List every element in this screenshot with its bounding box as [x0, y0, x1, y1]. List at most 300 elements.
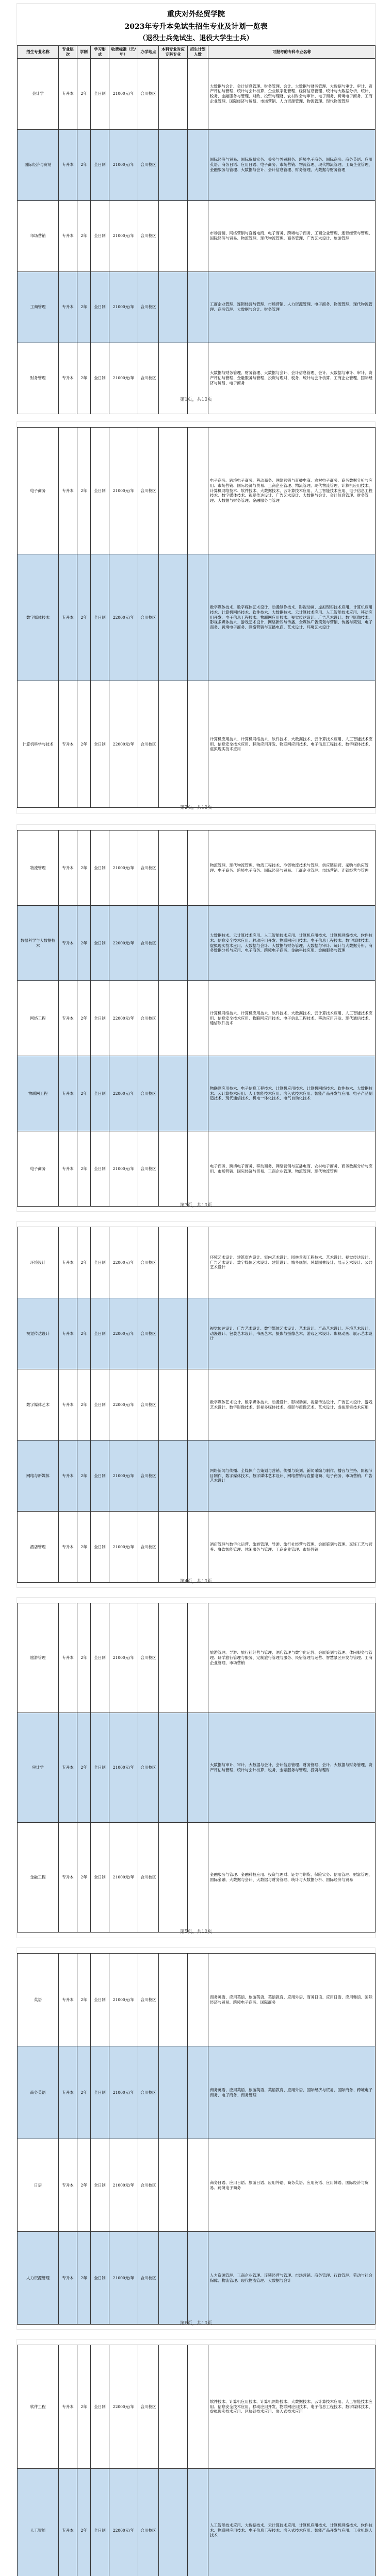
study-mode-cell: 全日制	[91, 1227, 109, 1298]
major-name-cell: 日语	[18, 2139, 59, 2232]
eligible-majors-cell: 环境艺术设计、建筑室内设计、室内艺术设计、园林景观工程技术、艺术设计、视觉传达设计、广告艺术设计、数字媒体艺术设计、建筑设计、城乡规划、风景园林设计、展示艺术设计、公共艺术设计	[208, 1227, 376, 1298]
study-mode-cell: 全日制	[91, 428, 109, 554]
duration-cell: 2年	[77, 58, 91, 129]
eligible-majors-cell: 视觉传达设计、广告艺术设计、数字媒体艺术设计、艺术设计、产品艺术设计、环境艺术设计、动漫设计、包装艺术设计、书画艺术、摄影与摄像艺术、游戏艺术设计、影视动画、展示艺术设计	[208, 1298, 376, 1369]
level-cell: 专升本	[59, 981, 77, 1056]
level-cell: 专升本	[59, 200, 77, 272]
eligible-majors-cell: 商务英语、应用英语、旅游英语、英语教育、应用外语、国际经济与贸易、国际商务、跨境电子商务、电子商务、商务管理	[208, 2046, 376, 2139]
tuition-cell	[159, 428, 188, 554]
duration-cell: 2年	[77, 1369, 91, 1440]
campus-cell: 合川校区	[138, 554, 159, 681]
level-cell: 专升本	[59, 906, 77, 981]
study-mode-cell: 全日制	[91, 906, 109, 981]
fee-cell: 22000元/年	[109, 1056, 138, 1131]
duration-cell: 2年	[77, 2345, 91, 2469]
fee-cell: 21000元/年	[109, 428, 138, 554]
plan-cell	[188, 2046, 208, 2139]
study-mode-cell: 全日制	[91, 1512, 109, 1583]
duration-cell: 2年	[77, 129, 91, 200]
table-header-row	[18, 46, 376, 59]
tuition-cell	[159, 129, 188, 200]
table-row	[18, 2139, 376, 2232]
major-name-cell: 财务管理	[18, 343, 59, 414]
eligible-majors-cell: 软件技术、计算机应用技术、计算机网络技术、大数据技术、云计算技术应用、人工智能技术应用、信息安全技术应用、移动应用开发、物联网应用技术、电子信息工程技术、数字媒体技术、虚拟现实技术应用、区块链技术应用、嵌入式技术应用	[208, 2345, 376, 2469]
campus-cell: 合川校区	[138, 1512, 159, 1583]
major-name-cell: 计算机科学与技术	[18, 681, 59, 808]
study-mode-cell: 全日制	[91, 1823, 109, 1933]
column-header: 可报考的专科专业名称	[208, 46, 376, 59]
eligible-majors-cell: 金融服务与管理、金融科技应用、投资与理财、证券与期货、保险实务、信用管理、财富管理、国际金融、大数据与会计、大数据与财务管理、统计与大数据分析、国际经济与贸易	[208, 1823, 376, 1933]
major-name-cell: 电子商务	[18, 428, 59, 554]
page-number: 第4页，共10页	[180, 1579, 213, 1584]
major-name-cell: 数据科学与大数据技术	[18, 906, 59, 981]
campus-cell: 合川校区	[138, 906, 159, 981]
plan-cell	[188, 58, 208, 129]
page-number: 第1页，共10页	[180, 397, 213, 402]
document-page	[17, 1947, 376, 2330]
tuition-cell	[159, 1603, 188, 1713]
level-cell: 专升本	[59, 1954, 77, 2046]
table-row	[18, 2345, 376, 2469]
study-mode-cell: 全日制	[91, 2232, 109, 2325]
campus-cell: 合川校区	[138, 1440, 159, 1512]
table-row	[18, 272, 376, 343]
table-row	[18, 1954, 376, 2046]
major-name-cell: 网络工程	[18, 981, 59, 1056]
table-row	[18, 1369, 376, 1440]
column-header: 招生专业名称	[18, 46, 59, 59]
study-mode-cell: 全日制	[91, 1131, 109, 1207]
plan-cell	[188, 1056, 208, 1131]
study-mode-cell: 全日制	[91, 2139, 109, 2232]
duration-cell: 2年	[77, 2046, 91, 2139]
eligible-majors-cell: 大数据与会计、会计信息管理、财务管理、会计、大数据与财务管理、大数据与审计、审计、资产评估与管理、统计与会计核算、企业数字化管理、经济信息管理、统计与大数据分析、统计、税务、金融服务与管理、财政、投资与理财、农村财会与审计、电子商务、跨境电子商务、工商企业管理、国际经济与贸易、市场营销、人力资源管理、物流管理、现代物流管理	[208, 58, 376, 129]
plan-cell	[188, 129, 208, 200]
tuition-cell	[159, 681, 188, 808]
table-row	[18, 981, 376, 1056]
plan-cell	[188, 1440, 208, 1512]
major-name-cell: 物联网工程	[18, 1056, 59, 1131]
study-mode-cell: 全日制	[91, 2469, 109, 2576]
tuition-cell	[159, 343, 188, 414]
table-row	[18, 1823, 376, 1933]
tuition-cell	[159, 1298, 188, 1369]
major-name-cell: 软件工程	[18, 2345, 59, 2469]
level-cell: 专升本	[59, 129, 77, 200]
plan-cell	[188, 1131, 208, 1207]
tuition-cell	[159, 554, 188, 681]
eligible-majors-cell: 市场营销、网络营销与直播电商、电子商务、跨境电子商务、工商企业管理、连锁经营与管理、国际经济与贸易、物流管理、现代物流管理、商务管理、广告艺术设计、旅游管理	[208, 200, 376, 272]
level-cell: 专升本	[59, 1227, 77, 1298]
level-cell: 专升本	[59, 1131, 77, 1207]
table-row	[18, 200, 376, 272]
campus-cell: 合川校区	[138, 1227, 159, 1298]
plan-table	[17, 427, 376, 808]
campus-cell: 合川校区	[138, 981, 159, 1056]
plan-cell	[188, 1713, 208, 1823]
major-name-cell: 数字媒体技术	[18, 554, 59, 681]
plan-cell	[188, 1369, 208, 1440]
eligible-majors-cell: 工商企业管理、连锁经营与管理、市场营销、人力资源管理、电子商务、物流管理、现代物流管理、商务管理、大数据与会计、财务管理	[208, 272, 376, 343]
plan-table	[17, 2345, 376, 2576]
table-row	[18, 554, 376, 681]
column-header: 本科专业对应专科专业	[159, 46, 188, 59]
tuition-cell	[159, 2232, 188, 2325]
level-cell: 专升本	[59, 1512, 77, 1583]
tuition-cell	[159, 831, 188, 906]
fee-cell: 22000元/年	[109, 1227, 138, 1298]
level-cell: 专升本	[59, 2345, 77, 2469]
table-subtitle: （退役士兵免试生、退役大学生士兵）	[139, 35, 253, 42]
level-cell: 专升本	[59, 272, 77, 343]
level-cell: 专升本	[59, 1603, 77, 1713]
duration-cell: 2年	[77, 1056, 91, 1131]
duration-cell: 2年	[77, 1227, 91, 1298]
tuition-cell	[159, 1823, 188, 1933]
table-row	[18, 831, 376, 906]
level-cell: 专升本	[59, 681, 77, 808]
plan-cell	[188, 2469, 208, 2576]
table-row	[18, 2046, 376, 2139]
major-name-cell: 电子商务	[18, 1131, 59, 1207]
duration-cell: 2年	[77, 343, 91, 414]
duration-cell: 2年	[77, 2232, 91, 2325]
major-name-cell: 数字媒体艺术	[18, 1369, 59, 1440]
plan-cell	[188, 554, 208, 681]
major-name-cell: 人工智能	[18, 2469, 59, 2576]
level-cell: 专升本	[59, 2046, 77, 2139]
major-name-cell: 国际经济与贸易	[18, 129, 59, 200]
campus-cell: 合川校区	[138, 2345, 159, 2469]
page-number: 第6页，共10页	[180, 2321, 213, 2326]
fee-cell: 21000元/年	[109, 2046, 138, 2139]
table-row	[18, 1713, 376, 1823]
tuition-cell	[159, 1369, 188, 1440]
plan-cell	[188, 200, 208, 272]
fee-cell: 21000元/年	[109, 200, 138, 272]
study-mode-cell: 全日制	[91, 554, 109, 681]
major-name-cell: 商务英语	[18, 2046, 59, 2139]
eligible-majors-cell: 大数据与审计、审计、大数据与会计、会计信息管理、财务管理、会计、大数据与财务管理、资产评估与管理、统计与会计核算、税务、金融服务与管理、投资与理财	[208, 1713, 376, 1823]
study-mode-cell: 全日制	[91, 343, 109, 414]
campus-cell: 合川校区	[138, 200, 159, 272]
level-cell: 专升本	[59, 1369, 77, 1440]
fee-cell: 22000元/年	[109, 681, 138, 808]
campus-cell: 合川校区	[138, 1713, 159, 1823]
tuition-cell	[159, 1227, 188, 1298]
table-row	[18, 1056, 376, 1131]
table-row	[18, 58, 376, 129]
fee-cell: 21000元/年	[109, 2139, 138, 2232]
column-header: 办学地点	[138, 46, 159, 59]
study-mode-cell: 全日制	[91, 1440, 109, 1512]
fee-cell: 21000元/年	[109, 1603, 138, 1713]
study-mode-cell: 全日制	[91, 1954, 109, 2046]
fee-cell: 21000元/年	[109, 1512, 138, 1583]
table-title: 2023年专升本免试生招生专业及计划一览表	[124, 23, 268, 31]
table-row	[18, 1512, 376, 1583]
plan-table	[17, 830, 376, 1207]
fee-cell: 22000元/年	[109, 554, 138, 681]
campus-cell: 合川校区	[138, 1954, 159, 2046]
plan-table	[17, 1603, 376, 1933]
campus-cell: 合川校区	[138, 129, 159, 200]
plan-cell	[188, 831, 208, 906]
campus-cell: 合川校区	[138, 1823, 159, 1933]
plan-cell	[188, 906, 208, 981]
duration-cell: 2年	[77, 200, 91, 272]
study-mode-cell: 全日制	[91, 2046, 109, 2139]
major-name-cell: 物流管理	[18, 831, 59, 906]
study-mode-cell: 全日制	[91, 681, 109, 808]
tuition-cell	[159, 1056, 188, 1131]
fee-cell: 21000元/年	[109, 343, 138, 414]
plan-cell	[188, 1227, 208, 1298]
tuition-cell	[159, 1713, 188, 1823]
page-number: 第2页，共10页	[180, 805, 213, 810]
fee-cell: 22000元/年	[109, 2345, 138, 2469]
plan-table	[17, 45, 376, 414]
study-mode-cell: 全日制	[91, 1369, 109, 1440]
table-row	[18, 1440, 376, 1512]
table-row	[18, 428, 376, 554]
tuition-cell	[159, 906, 188, 981]
plan-cell	[188, 1298, 208, 1369]
duration-cell: 2年	[77, 554, 91, 681]
campus-cell: 合川校区	[138, 2139, 159, 2232]
campus-cell: 合川校区	[138, 1603, 159, 1713]
tuition-cell	[159, 2345, 188, 2469]
eligible-majors-cell: 大数据技术、云计算技术应用、人工智能技术应用、计算机应用技术、计算机网络技术、软件技术、信息安全技术应用、移动应用开发、物联网应用技术、电子信息工程技术、数字媒体技术、虚拟现实技术应用、大数据与会计、大数据与财务管理、大数据与审计、统计与大数据分析、商务数据分析与应用、电子商务、跨境电子商务、金融科技应用、金融服务与管理	[208, 906, 376, 981]
eligible-majors-cell: 电子商务、跨境电子商务、移动商务、网络营销与直播电商、农村电子商务、商务数据分析与应用、市场营销、国际经济与贸易、工商企业管理、物流管理、现代物流管理	[208, 1131, 376, 1207]
study-mode-cell: 全日制	[91, 200, 109, 272]
plan-cell	[188, 981, 208, 1056]
level-cell: 专升本	[59, 1713, 77, 1823]
study-mode-cell: 全日制	[91, 2345, 109, 2469]
plan-cell	[188, 1823, 208, 1933]
campus-cell: 合川校区	[138, 831, 159, 906]
fee-cell: 22000元/年	[109, 1298, 138, 1369]
document-page	[17, 2339, 376, 2576]
page-number: 第3页，共10页	[180, 1203, 213, 1208]
eligible-majors-cell: 物联网应用技术、电子信息工程技术、计算机应用技术、计算机网络技术、软件技术、大数据技术、云计算技术应用、人工智能技术应用、嵌入式技术应用、智能产品开发与应用、电子产品制造技术、现代通信技术、机电一体化技术、电气自动化技术	[208, 1056, 376, 1131]
plan-cell	[188, 272, 208, 343]
eligible-majors-cell: 网络新闻与传播、全媒体广告策划与营销、传播与策划、新闻采编与制作、播音与主持、影视节目制作、数字媒体技术、数字媒体艺术设计、网络营销与直播电商、电子商务、市场营销、广告艺术设计	[208, 1440, 376, 1512]
fee-cell: 21000元/年	[109, 831, 138, 906]
table-row	[18, 681, 376, 808]
fee-cell: 21000元/年	[109, 58, 138, 129]
level-cell: 专升本	[59, 2232, 77, 2325]
table-row	[18, 906, 376, 981]
fee-cell: 21000元/年	[109, 1713, 138, 1823]
study-mode-cell: 全日制	[91, 129, 109, 200]
table-row	[18, 1227, 376, 1298]
level-cell: 专升本	[59, 554, 77, 681]
table-row	[18, 1603, 376, 1713]
duration-cell: 2年	[77, 831, 91, 906]
level-cell: 专升本	[59, 343, 77, 414]
plan-cell	[188, 343, 208, 414]
level-cell: 专升本	[59, 58, 77, 129]
campus-cell: 合川校区	[138, 58, 159, 129]
major-name-cell: 工商管理	[18, 272, 59, 343]
fee-cell: 21000元/年	[109, 1440, 138, 1512]
study-mode-cell: 全日制	[91, 981, 109, 1056]
campus-cell: 合川校区	[138, 2232, 159, 2325]
level-cell: 专升本	[59, 1823, 77, 1933]
plan-table	[17, 1953, 376, 2325]
tuition-cell	[159, 1440, 188, 1512]
campus-cell: 合川校区	[138, 1298, 159, 1369]
study-mode-cell: 全日制	[91, 1298, 109, 1369]
major-name-cell: 网络与新媒体	[18, 1440, 59, 1512]
document-page	[17, 3, 376, 406]
plan-cell	[188, 1512, 208, 1583]
column-header: 学制	[77, 46, 91, 59]
duration-cell: 2年	[77, 2469, 91, 2576]
eligible-majors-cell: 人力资源管理、工商企业管理、连锁经营与管理、市场营销、商务管理、行政管理、劳动与社会保障、物流管理、现代物流管理、大数据与会计	[208, 2232, 376, 2325]
duration-cell: 2年	[77, 1440, 91, 1512]
fee-cell: 22000元/年	[109, 1369, 138, 1440]
eligible-majors-cell: 商务日语、应用日语、旅游日语、应用外语、商务英语、应用英语、应用韩语、国际经济与贸易、跨境电子商务	[208, 2139, 376, 2232]
duration-cell: 2年	[77, 1603, 91, 1713]
duration-cell: 2年	[77, 1954, 91, 2046]
level-cell: 专升本	[59, 1298, 77, 1369]
tuition-cell	[159, 1131, 188, 1207]
duration-cell: 2年	[77, 272, 91, 343]
major-name-cell: 人力资源管理	[18, 2232, 59, 2325]
major-name-cell: 会计学	[18, 58, 59, 129]
tuition-cell	[159, 981, 188, 1056]
plan-table	[17, 1227, 376, 1583]
plan-cell	[188, 428, 208, 554]
plan-cell	[188, 2232, 208, 2325]
major-name-cell: 市场营销	[18, 200, 59, 272]
eligible-majors-cell: 物流管理、现代物流管理、物流工程技术、冷链物流技术与管理、供应链运营、采购与供应管理、电子商务、跨境电子商务、国际经济与贸易、工商企业管理、市场营销、连锁经营与管理	[208, 831, 376, 906]
document-page	[17, 1221, 376, 1588]
eligible-majors-cell: 计算机应用技术、计算机网络技术、软件技术、大数据技术、云计算技术应用、人工智能技术应用、信息安全技术应用、移动应用开发、物联网应用技术、电子信息工程技术、数字媒体技术、虚拟现实技术应用	[208, 681, 376, 808]
fee-cell: 21000元/年	[109, 1954, 138, 2046]
plan-cell	[188, 681, 208, 808]
table-row	[18, 2232, 376, 2325]
level-cell: 专升本	[59, 428, 77, 554]
table-row	[18, 2469, 376, 2576]
eligible-majors-cell: 酒店管理与数字化运营、旅游管理、导游、旅行社经营与管理、会展策划与管理、烹饪工艺与营养、餐饮智能管理、休闲服务与管理、工商企业管理、市场营销	[208, 1512, 376, 1583]
eligible-majors-cell: 电子商务、跨境电子商务、移动商务、网络营销与直播电商、农村电子商务、商务数据分析与应用、市场营销、国际经济与贸易、工商企业管理、物流管理、现代物流管理、计算机应用技术、计算机网络技术、软件技术、大数据技术、云计算技术应用、人工智能技术应用、电子信息工程技术、数字媒体技术、视觉传达设计、广告艺术设计、大数据与会计、会计信息管理、财务管理、大数据与财务管理、金融服务与管理	[208, 428, 376, 554]
duration-cell: 2年	[77, 981, 91, 1056]
fee-cell: 21000元/年	[109, 2232, 138, 2325]
tuition-cell	[159, 272, 188, 343]
eligible-majors-cell: 数字媒体艺术设计、数字媒体技术、动漫设计、影视动画、视觉传达设计、广告艺术设计、游戏艺术设计、数字影像技术、影视多媒体技术、摄影与摄像艺术、艺术设计、虚拟现实技术应用	[208, 1369, 376, 1440]
duration-cell: 2年	[77, 906, 91, 981]
school-name: 重庆对外经贸学院	[167, 10, 225, 19]
duration-cell: 2年	[77, 1512, 91, 1583]
plan-cell	[188, 1954, 208, 2046]
major-name-cell: 酒店管理	[18, 1512, 59, 1583]
campus-cell: 合川校区	[138, 272, 159, 343]
duration-cell: 2年	[77, 1131, 91, 1207]
level-cell: 专升本	[59, 2469, 77, 2576]
plan-cell	[188, 1603, 208, 1713]
fee-cell: 21000元/年	[109, 1823, 138, 1933]
tuition-cell	[159, 2046, 188, 2139]
campus-cell: 合川校区	[138, 2469, 159, 2576]
eligible-majors-cell: 计算机网络技术、计算机应用技术、软件技术、大数据技术、云计算技术应用、人工智能技术应用、信息安全技术应用、物联网应用技术、电子信息工程技术、移动应用开发、现代通信技术、通信软件技术	[208, 981, 376, 1056]
fee-cell: 21000元/年	[109, 272, 138, 343]
major-name-cell: 旅游管理	[18, 1603, 59, 1713]
level-cell: 专升本	[59, 1056, 77, 1131]
campus-cell: 合川校区	[138, 1369, 159, 1440]
major-name-cell: 审计学	[18, 1713, 59, 1823]
fee-cell: 21000元/年	[109, 129, 138, 200]
tuition-cell	[159, 1512, 188, 1583]
level-cell: 专升本	[59, 1440, 77, 1512]
level-cell: 专升本	[59, 831, 77, 906]
duration-cell: 2年	[77, 1298, 91, 1369]
major-name-cell: 金融工程	[18, 1823, 59, 1933]
major-name-cell: 环境设计	[18, 1227, 59, 1298]
duration-cell: 2年	[77, 681, 91, 808]
eligible-majors-cell: 人工智能技术应用、大数据技术、云计算技术应用、计算机应用技术、计算机网络技术、软件技术、物联网应用技术、电子信息工程技术、嵌入式技术应用、智能产品开发与应用、工业机器人技术	[208, 2469, 376, 2576]
tuition-cell	[159, 2469, 188, 2576]
campus-cell: 合川校区	[138, 428, 159, 554]
eligible-majors-cell: 大数据与财务管理、财务管理、大数据与会计、会计信息管理、会计、大数据与审计、审计、资产评估与管理、金融服务与管理、投资与理财、税务、统计与会计核算、工商企业管理、国际经济与贸易、电子商务	[208, 343, 376, 414]
plan-cell	[188, 2139, 208, 2232]
table-row	[18, 343, 376, 414]
fee-cell: 22000元/年	[109, 906, 138, 981]
campus-cell: 合川校区	[138, 1131, 159, 1207]
study-mode-cell: 全日制	[91, 831, 109, 906]
table-row	[18, 129, 376, 200]
document-page	[17, 1597, 376, 1938]
study-mode-cell: 全日制	[91, 58, 109, 129]
campus-cell: 合川校区	[138, 1056, 159, 1131]
tuition-cell	[159, 58, 188, 129]
table-row	[18, 1298, 376, 1369]
eligible-majors-cell: 国际经济与贸易、国际贸易实务、关务与外贸服务、跨境电子商务、国际商务、商务英语、应用英语、商务日语、应用日语、电子商务、市场营销、物流管理、现代物流管理、工商企业管理、金融服务与管理、大数据与会计、会计信息管理、财务管理、大数据与财务管理	[208, 129, 376, 200]
document-page	[17, 421, 376, 814]
column-header: 专业层次	[59, 46, 77, 59]
table-row	[18, 1131, 376, 1207]
duration-cell: 2年	[77, 1823, 91, 1933]
fee-cell: 21000元/年	[109, 1131, 138, 1207]
column-header: 招生计划人数	[188, 46, 208, 59]
eligible-majors-cell: 商务英语、应用英语、旅游英语、英语教育、应用外语、商务日语、应用日语、应用韩语、国际经济与贸易、跨境电子商务、国际商务	[208, 1954, 376, 2046]
eligible-majors-cell: 数字媒体技术、数字媒体艺术设计、动漫制作技术、影视动画、虚拟现实技术应用、计算机应用技术、计算机网络技术、软件技术、大数据技术、云计算技术应用、人工智能技术应用、移动应用开发、电子信息工程技术、物联网应用技术、视觉传达设计、广告艺术设计、数字影像技术、影视多媒体技术、游戏艺术设计、网络新闻与传播、全媒体广告策划与营销、传播与策划、电子商务、跨境电子商务、网络营销与直播电商、艺术设计、环境艺术设计	[208, 554, 376, 681]
major-name-cell: 英语	[18, 1954, 59, 2046]
page-number: 第5页，共10页	[180, 1929, 213, 1935]
plan-cell	[188, 2345, 208, 2469]
study-mode-cell: 全日制	[91, 1603, 109, 1713]
column-header: 学习形式	[91, 46, 109, 59]
campus-cell: 合川校区	[138, 2046, 159, 2139]
tuition-cell	[159, 200, 188, 272]
campus-cell: 合川校区	[138, 681, 159, 808]
study-mode-cell: 全日制	[91, 272, 109, 343]
tuition-cell	[159, 1954, 188, 2046]
duration-cell: 2年	[77, 428, 91, 554]
fee-cell: 22000元/年	[109, 981, 138, 1056]
document-page	[17, 824, 376, 1212]
level-cell: 专升本	[59, 2139, 77, 2232]
column-header: 收费标准（元/年）	[109, 46, 138, 59]
major-name-cell: 视觉传达设计	[18, 1298, 59, 1369]
campus-cell: 合川校区	[138, 343, 159, 414]
fee-cell: 22000元/年	[109, 2469, 138, 2576]
tuition-cell	[159, 2139, 188, 2232]
study-mode-cell: 全日制	[91, 1713, 109, 1823]
duration-cell: 2年	[77, 2139, 91, 2232]
